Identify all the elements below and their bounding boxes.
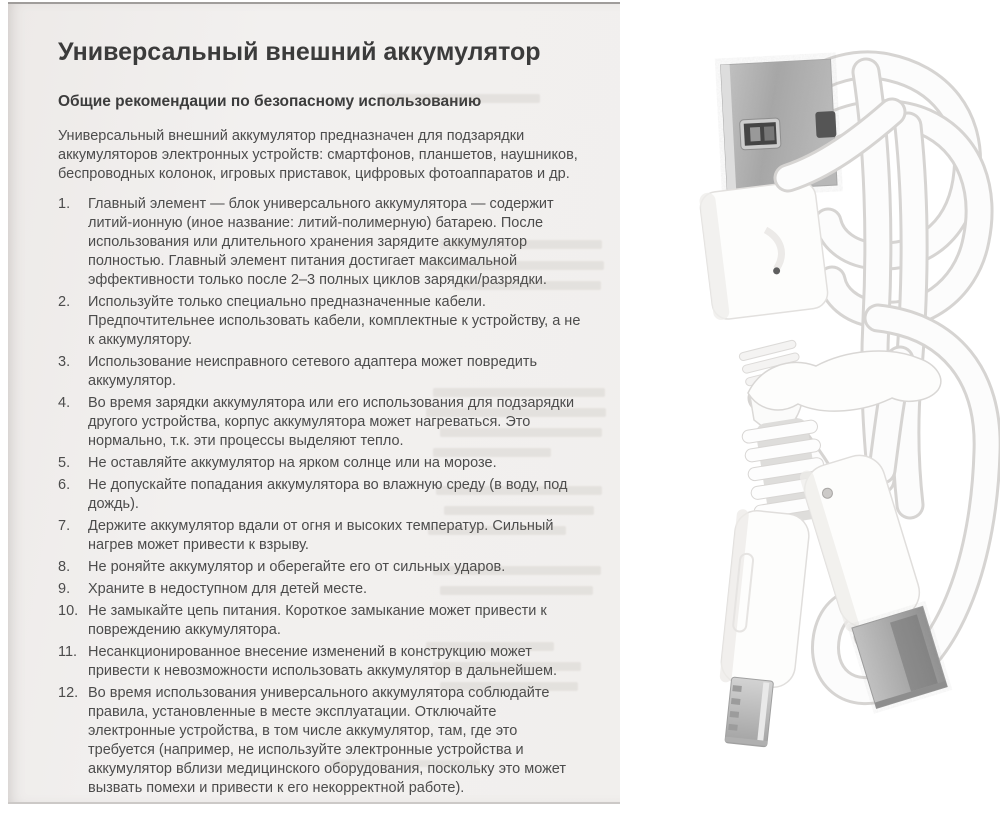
list-item-number: 2.	[58, 294, 71, 310]
list-item-text: Главный элемент — блок универсального аккумулятора — содержит литий-ионную (иное название: литий-полимерную) батарею. После использования или длительного хранения зарядите аккумулятор полностью. Главный элемент питания достигает максимальной эффективности только после 2–3 полных циклов зарядки/разрядки.	[88, 196, 554, 288]
micro-usb-plug	[713, 509, 811, 749]
list-item-text: Использование неисправного сетевого адаптера может повредить аккумулятор.	[88, 354, 538, 389]
list-item-number: 7.	[58, 518, 71, 534]
list-item-number: 1.	[58, 196, 71, 212]
page-title: Универсальный внешний аккумулятор	[58, 38, 541, 66]
list-item-text: Не замыкайте цепь питания. Короткое замыкание может привести к повреждению аккумулятора.	[88, 603, 547, 638]
list-item	[58, 293, 583, 350]
list-item-text: Используйте только специально предназначенные кабели. Предпочтительнее использовать кабели, комплектные к устройству, а не к аккумулятору.	[88, 294, 581, 348]
list-item	[58, 394, 583, 451]
list-item-number: 11.	[58, 644, 78, 660]
list-item-text: Не оставляйте аккумулятор на ярком солнце или на морозе.	[88, 455, 497, 471]
list-item-number: 8.	[58, 559, 71, 575]
list-item-number: 5.	[58, 455, 71, 471]
list-item	[58, 684, 583, 798]
list-item-number: 10.	[58, 603, 79, 619]
list-item	[58, 602, 583, 640]
section-subtitle: Общие рекомендации по безопасному использованию	[58, 93, 482, 110]
list-item-text: Не роняйте аккумулятор и оберегайте его от сильных ударов.	[88, 559, 506, 575]
usb-cable-illustration	[620, 0, 1000, 816]
usb-a-plug-body	[699, 180, 830, 321]
list-item-text: Держите аккумулятор вдали от огня и высоких температур. Сильный нагрев может привести к взрыву.	[88, 518, 554, 553]
usb-a-connector	[699, 59, 839, 321]
list-item-text: Во время зарядки аккумулятора или его использования для подзарядки другого устройства, корпус аккумулятора может нагреваться. Это нормально, т.к. эти процессы выделяют тепло.	[88, 395, 575, 449]
list-item-number: 6.	[58, 477, 71, 493]
usb-a-edge-notch	[815, 111, 836, 138]
list-item-number: 9.	[58, 581, 71, 597]
list-item	[58, 353, 583, 391]
list-item-text: Несанкционированное внесение изменений в конструкцию может привести к невозможности использовать аккумулятор в дальнейшем.	[88, 644, 558, 679]
list-item-text: Храните в недоступном для детей месте.	[88, 581, 368, 597]
intro-paragraph: Универсальный внешний аккумулятор предназначен для подзарядки аккумуляторов электронных устройств: смартфонов, планшетов, наушников, беспроводных колонок, игровых приставок, цифровых фотоаппаратов и др.	[58, 128, 578, 182]
list-item	[58, 517, 583, 555]
list-item-text: Не допускайте попадания аккумулятора во влажную среду (в воду, под дождь).	[88, 477, 568, 512]
list-item-number: 3.	[58, 354, 71, 370]
list-item-text: Во время использования универсального аккумулятора соблюдайте правила, установленные в месте эксплуатации. Отключайте электронные устройства, в том числе аккумулятор, там, где это требуется (например, не используйте электронные устройства и аккумулятор вблизи медицинского оборудования, поскольку это может вызвать помехи и привести к его некорректной работе).	[88, 685, 567, 796]
list-item-number: 12.	[58, 685, 79, 701]
list-item-number: 4.	[58, 395, 71, 411]
usb-cable-photo	[620, 0, 1000, 816]
